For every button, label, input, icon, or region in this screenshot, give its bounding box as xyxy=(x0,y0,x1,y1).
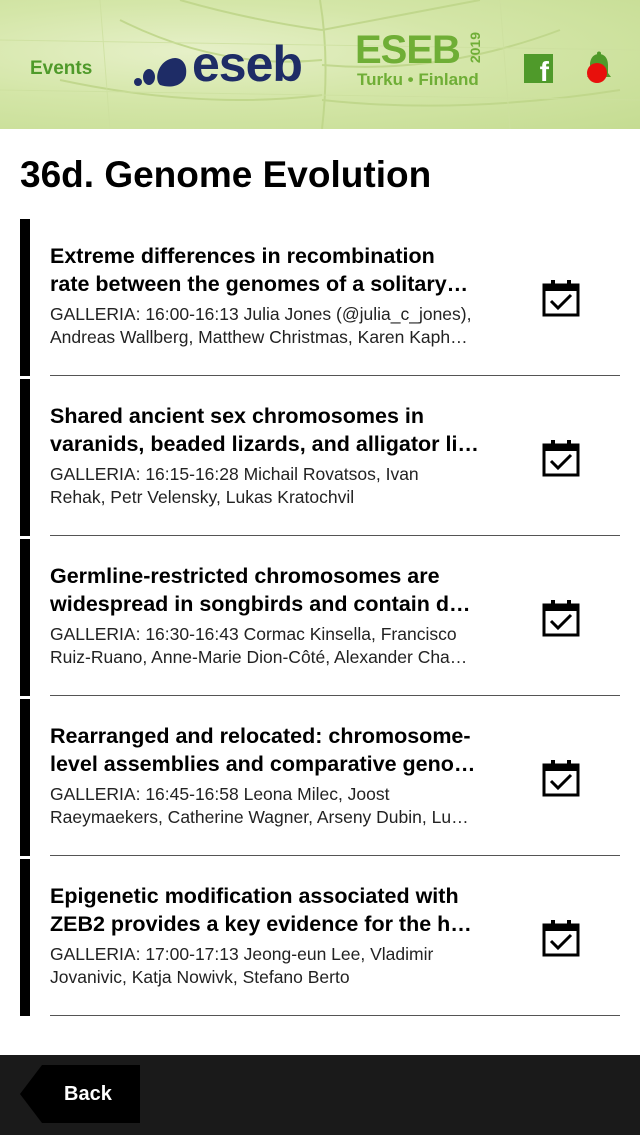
item-divider xyxy=(50,535,620,536)
app-header xyxy=(0,0,640,129)
eseb-logo[interactable] xyxy=(132,34,302,92)
session-item[interactable] xyxy=(20,859,620,1016)
item-divider xyxy=(50,855,620,856)
session-item[interactable] xyxy=(20,539,620,696)
session-item[interactable] xyxy=(20,219,620,376)
session-item[interactable] xyxy=(20,379,620,536)
notification-badge xyxy=(587,63,607,83)
facebook-icon[interactable]: f xyxy=(524,54,553,83)
session-title: Rearranged and relocated: chromosome- level assemblies and comparative geno… xyxy=(50,724,476,776)
conference-location: Turku • Finland xyxy=(357,70,479,89)
events-link[interactable]: Events xyxy=(30,58,93,79)
item-divider xyxy=(50,375,620,376)
calendar-check-icon[interactable] xyxy=(542,919,580,957)
session-list xyxy=(20,219,620,1019)
item-divider xyxy=(50,695,620,696)
back-button[interactable] xyxy=(20,1065,140,1123)
conference-year: 2019 xyxy=(467,32,483,64)
eseb-logo-text: eseb xyxy=(192,36,302,92)
session-meta: GALLERIA: 16:30-16:43 Cormac Kinsella, Francisco Ruiz-Ruano, Anne-Marie Dion-Côté, Alexander Cha… xyxy=(50,624,468,667)
page-title: 36d. Genome Evolution xyxy=(20,154,432,195)
session-accent-bar xyxy=(20,699,30,856)
calendar-check-icon[interactable] xyxy=(542,599,580,637)
session-title: Epigenetic modification associated with ZEB2 provides a key evidence for the h… xyxy=(50,884,472,936)
session-title: Shared ancient sex chromosomes in varanids, beaded lizards, and alligator li… xyxy=(50,404,479,456)
session-accent-bar xyxy=(20,219,30,376)
session-meta: GALLERIA: 17:00-17:13 Jeong-eun Lee, Vladimir Jovanivic, Katja Nowivk, Stefano Berto xyxy=(50,944,434,987)
session-meta: GALLERIA: 16:45-16:58 Leona Milec, Joost Raeymaekers, Catherine Wagner, Arseny Dubin, Lu… xyxy=(50,784,469,827)
conference-title: ESEB xyxy=(355,28,460,72)
session-meta: GALLERIA: 16:15-16:28 Michail Rovatsos, Ivan Rehak, Petr Velensky, Lukas Kratochvil xyxy=(50,464,419,507)
session-title: Germline-restricted chromosomes are widespread in songbirds and contain d… xyxy=(50,564,471,616)
session-accent-bar xyxy=(20,539,30,696)
session-accent-bar xyxy=(20,859,30,1016)
session-title: Extreme differences in recombination rate between the genomes of a solitary… xyxy=(50,244,469,296)
calendar-check-icon[interactable] xyxy=(542,279,580,317)
item-divider xyxy=(50,1015,620,1016)
back-button-label: Back xyxy=(64,1083,112,1105)
session-accent-bar xyxy=(20,379,30,536)
calendar-check-icon[interactable] xyxy=(542,439,580,477)
session-meta: GALLERIA: 16:00-16:13 Julia Jones (@julia_c_jones), Andreas Wallberg, Matthew Christmas, Karen Kaph… xyxy=(50,304,472,347)
calendar-check-icon[interactable] xyxy=(542,759,580,797)
conference-logo[interactable] xyxy=(355,30,485,90)
footer-bar xyxy=(0,1055,640,1135)
bell-icon[interactable] xyxy=(584,51,614,85)
session-item[interactable] xyxy=(20,699,620,856)
eseb-logo-mark xyxy=(132,49,190,89)
